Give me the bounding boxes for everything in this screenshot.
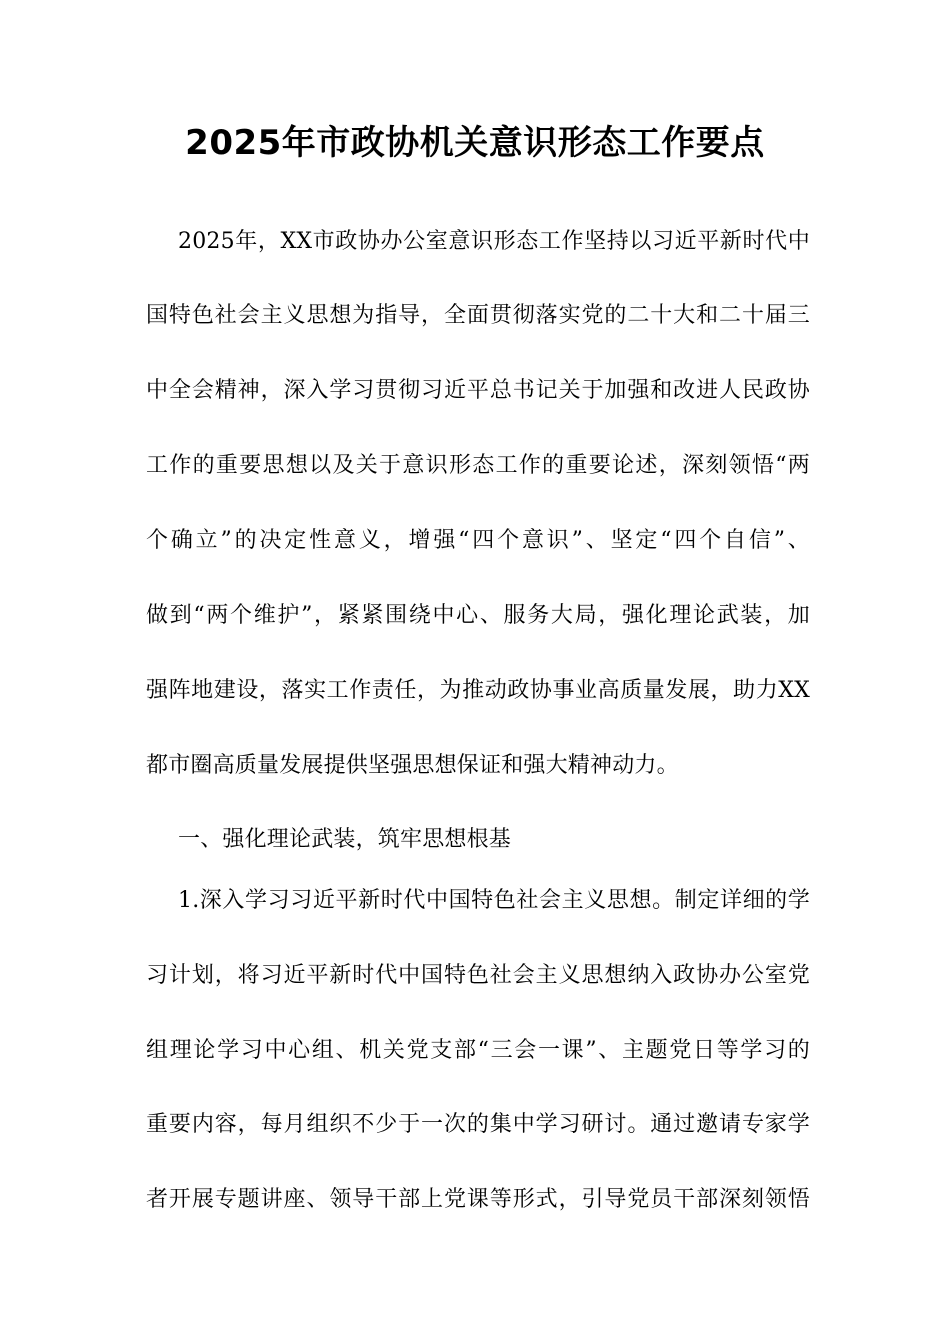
document-title: 2025年市政协机关意识形态工作要点 xyxy=(185,123,765,163)
intro-line: 中全会精神，深入学习贯彻习近平总书记关于加强和改进人民政协 xyxy=(146,378,810,403)
intro-line: 做到“两个维护”，紧紧围绕中心、服务大局，强化理论武装，加 xyxy=(146,603,810,628)
intro-line: 个确立”的决定性意义，增强“四个意识”、坚定“四个自信”、 xyxy=(146,528,810,553)
intro-line: 强阵地建设，落实工作责任，为推动政协事业高质量发展，助力XX xyxy=(146,678,810,703)
intro-line: 都市圈高质量发展提供坚强思想保证和强大精神动力。 xyxy=(146,753,679,778)
section-heading: 一、强化理论武装，筑牢思想根基 xyxy=(178,827,512,852)
item-line: 1.深入学习习近平新时代中国特色社会主义思想。制定详细的学 xyxy=(178,888,810,913)
intro-line: 工作的重要思想以及关于意识形态工作的重要论述，深刻领悟“两 xyxy=(146,453,810,478)
item-line: 组理论学习中心组、机关党支部“三会一课”、主题党日等学习的 xyxy=(146,1038,810,1063)
item-line: 习计划，将习近平新时代中国特色社会主义思想纳入政协办公室党 xyxy=(146,963,810,988)
item-line: 者开展专题讲座、领导干部上党课等形式，引导党员干部深刻领悟 xyxy=(146,1187,810,1212)
intro-line: 2025年，XX市政协办公室意识形态工作坚持以习近平新时代中 xyxy=(178,229,810,254)
item-line: 重要内容，每月组织不少于一次的集中学习研讨。通过邀请专家学 xyxy=(146,1112,810,1137)
intro-line: 国特色社会主义思想为指导，全面贯彻落实党的二十大和二十届三 xyxy=(146,303,810,328)
